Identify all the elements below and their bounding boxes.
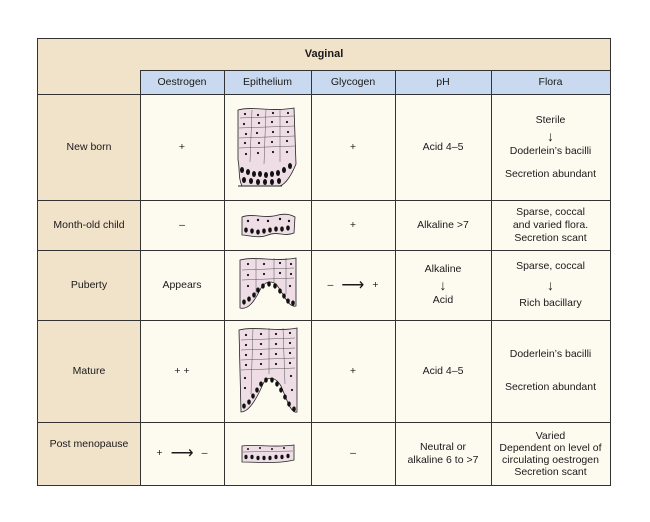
thick-epithelium-illustration	[232, 104, 304, 190]
puberty-glycogen	[311, 250, 395, 320]
atrophic-epithelium-illustration	[238, 442, 298, 466]
row-label-post-menopause	[38, 422, 140, 485]
ph-top: Alkaline	[424, 263, 462, 275]
ph-line: alkaline 6 to >7	[407, 453, 479, 466]
month-old-glycogen	[311, 200, 395, 250]
arrow-right-icon: ⟶	[341, 276, 365, 294]
stage-text: New born	[66, 140, 112, 153]
flora-line: Varied	[535, 429, 566, 442]
grid-line	[224, 70, 225, 485]
month-old-ph	[395, 200, 491, 250]
table-title-text: Vaginal	[304, 48, 344, 60]
post-menopause-ph	[395, 422, 491, 485]
folded-epithelium-illustration	[236, 254, 300, 316]
flora-line: Secretion scant	[514, 465, 587, 478]
ph-value: Alkaline >7	[417, 218, 469, 231]
newborn-oestrogen	[140, 94, 224, 200]
post-menopause-glycogen	[311, 422, 395, 485]
mature-glycogen	[311, 320, 395, 422]
grid-line	[140, 70, 141, 485]
header-ph	[395, 70, 491, 94]
flora-line: Dependent on level of	[499, 441, 602, 454]
ph-value: Acid 4–5	[422, 364, 464, 377]
mature-oestrogen	[140, 320, 224, 422]
flora-top: Sterile	[535, 113, 566, 126]
header-flora-label: Flora	[538, 75, 563, 88]
post-menopause-epithelium	[224, 422, 311, 485]
flora-top: Doderlein’s bacilli	[509, 348, 592, 360]
row-label-mature	[38, 320, 140, 422]
grid-line	[38, 320, 610, 321]
flora-bottom: Secretion abundant	[504, 167, 597, 180]
ph-line: Neutral or	[419, 440, 467, 453]
header-flora	[491, 70, 610, 94]
header-epithelium	[224, 70, 311, 94]
arrow-right-icon: ⟶	[170, 445, 194, 462]
post-menopause-oestrogen	[140, 422, 224, 485]
glycogen-to: +	[372, 278, 379, 291]
header-glycogen-label: Glycogen	[330, 75, 376, 88]
header-oestrogen	[140, 70, 224, 94]
month-old-epithelium	[224, 200, 311, 250]
mature-flora	[491, 320, 610, 422]
table-title	[38, 39, 610, 70]
glycogen-transition	[327, 276, 379, 294]
grid-line	[38, 94, 610, 95]
flora-line: and varied flora.	[512, 218, 589, 231]
glycogen-value: +	[349, 364, 357, 377]
glycogen-value: +	[349, 218, 357, 231]
header-blank	[38, 70, 140, 94]
grid-line	[395, 70, 396, 485]
oestrogen-value: –	[179, 218, 185, 231]
puberty-epithelium	[224, 250, 311, 320]
puberty-ph	[395, 250, 491, 320]
newborn-glycogen	[311, 94, 395, 200]
month-old-oestrogen	[140, 200, 224, 250]
stage-text: Post menopause	[49, 438, 129, 450]
header-glycogen	[311, 70, 395, 94]
grid-line	[38, 250, 610, 251]
flora-line: Secretion scant	[514, 231, 587, 244]
newborn-flora	[491, 94, 610, 200]
stage-text: Mature	[72, 364, 106, 377]
grid-line	[491, 70, 492, 485]
row-label-puberty	[38, 250, 140, 320]
oestrogen-transition	[157, 447, 208, 460]
arrow-down-icon: ↓	[439, 277, 447, 293]
flora-line: circulating oestrogen	[502, 453, 599, 466]
row-label-month-old	[38, 200, 140, 250]
mature-epithelium	[224, 320, 311, 422]
oestrogen-value: + +	[174, 364, 190, 377]
mature-ph	[395, 320, 491, 422]
flora-top: Sparse, coccal	[516, 260, 585, 272]
puberty-flora	[491, 250, 610, 320]
oestrogen-from: +	[156, 447, 163, 459]
header-epithelium-label: Epithelium	[242, 75, 293, 88]
oestrogen-to: –	[201, 447, 208, 459]
month-old-flora	[491, 200, 610, 250]
stage-text: Month-old child	[53, 218, 125, 231]
flora-bottom: Rich bacillary	[519, 297, 582, 309]
thick-folded-epithelium-illustration	[235, 324, 301, 418]
flora-line: Sparse, coccal	[516, 205, 585, 218]
newborn-epithelium	[224, 94, 311, 200]
oestrogen-value: +	[178, 140, 186, 153]
ph-bottom: Acid	[432, 294, 454, 306]
newborn-ph	[395, 94, 491, 200]
glycogen-from: –	[327, 278, 334, 291]
row-label-newborn	[38, 94, 140, 200]
post-menopause-flora	[491, 422, 610, 485]
header-ph-label: pH	[436, 75, 450, 88]
grid-line	[38, 422, 610, 423]
ph-value: Acid 4–5	[422, 140, 464, 153]
glycogen-value: –	[350, 447, 356, 459]
flora-bottom: Secretion abundant	[504, 381, 597, 393]
grid-line	[38, 200, 610, 201]
arrow-down-icon: ↓	[547, 277, 554, 293]
grid-line	[140, 70, 610, 71]
arrow-down-icon: ↓	[547, 127, 554, 144]
flora-mid: Doderlein’s bacilli	[509, 144, 592, 157]
glycogen-value: +	[349, 140, 357, 153]
puberty-oestrogen	[140, 250, 224, 320]
header-oestrogen-label: Oestrogen	[157, 75, 207, 88]
grid-line	[311, 70, 312, 485]
vaginal-table	[37, 38, 611, 486]
oestrogen-value: Appears	[162, 278, 202, 291]
stage-text: Puberty	[70, 278, 108, 291]
thin-epithelium-illustration	[238, 209, 298, 241]
